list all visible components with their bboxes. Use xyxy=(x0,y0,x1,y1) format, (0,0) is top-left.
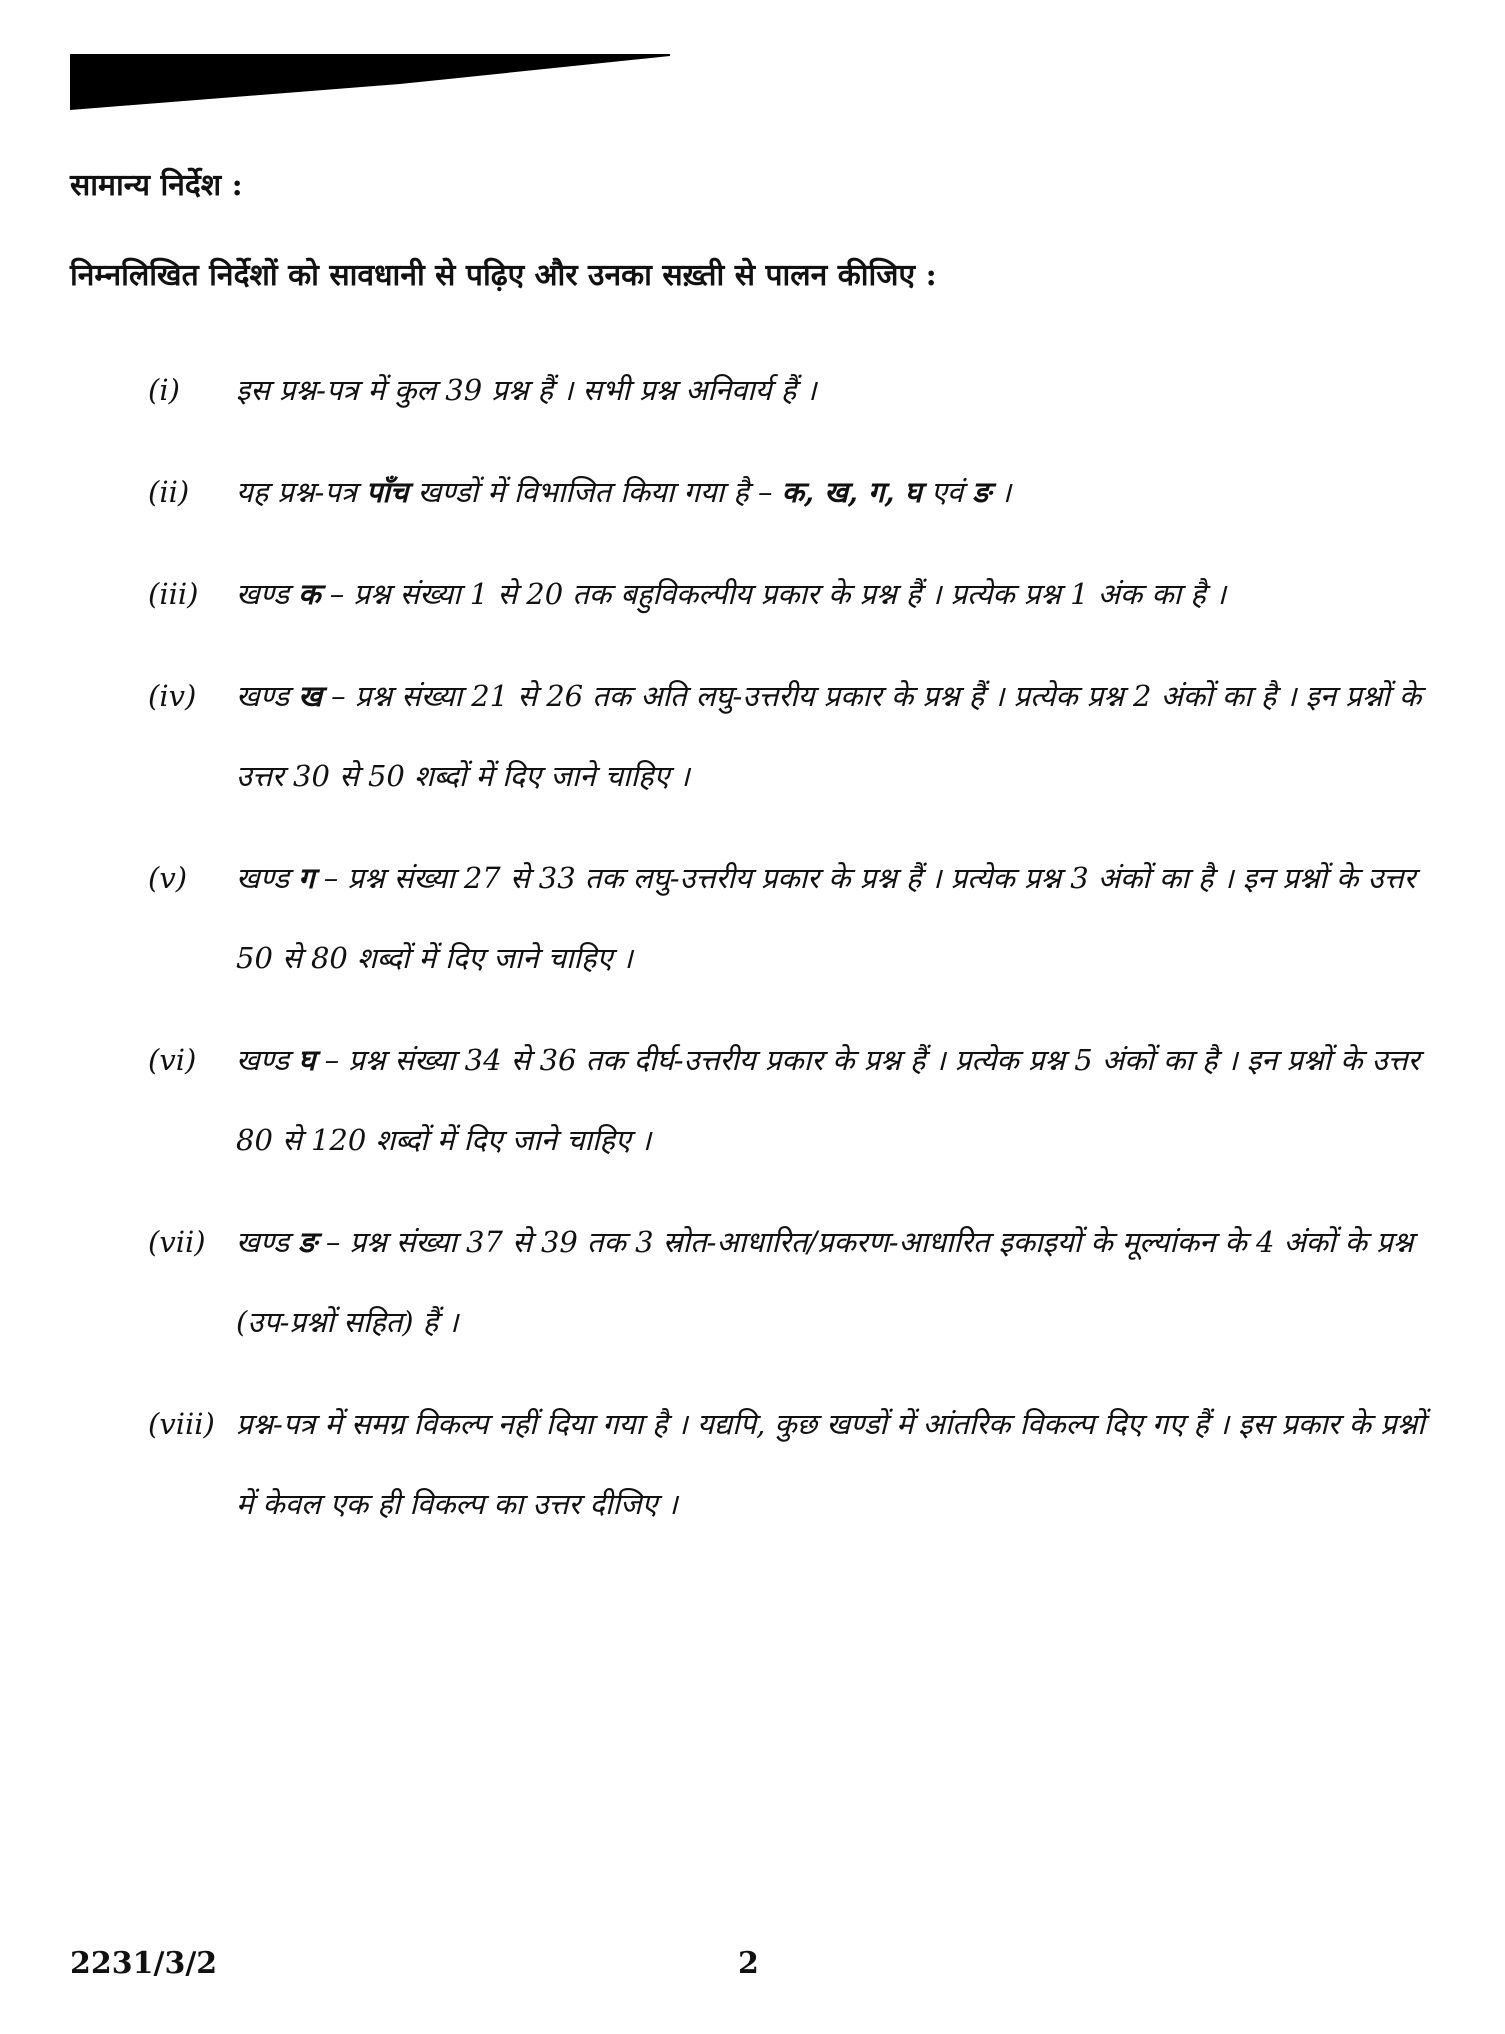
header-black-bar xyxy=(70,54,670,110)
item-text: यह प्रश्न-पत्र पाँच खण्डों में विभाजित किया गया है – क, ख, ग, घ एवं ङ । xyxy=(236,475,1012,509)
item-marker: (iv) xyxy=(148,679,197,713)
section-letter: ग xyxy=(298,861,315,895)
section-letter: ङ xyxy=(298,1225,317,1259)
item-text: इस प्रश्न-पत्र में कुल 39 प्रश्न हैं । सभी प्रश्न अनिवार्य हैं । xyxy=(236,373,817,407)
instruction-item xyxy=(148,452,1428,532)
instruction-item xyxy=(148,838,1428,998)
item-marker: (v) xyxy=(148,861,188,895)
section-letter: क xyxy=(298,577,321,611)
section-letters: क, ख, ग, घ xyxy=(781,475,922,509)
item-marker: (ii) xyxy=(148,475,190,509)
item-text: खण्ड ग – प्रश्न संख्या 27 से 33 तक लघु-उत्तरीय प्रकार के प्रश्न हैं । प्रत्येक प्रश्न 3 अंकों का है । इन प्रश्नों के उत्तर 50 से 80 शब्दों में दिए जाने चाहिए । xyxy=(236,861,1416,975)
instructions-subheading: निम्नलिखित निर्देशों को सावधानी से पढ़िए और उनका सख़्ती से पालन कीजिए : xyxy=(70,258,937,293)
item-text: खण्ड क – प्रश्न संख्या 1 से 20 तक बहुविकल्पीय प्रकार के प्रश्न हैं । प्रत्येक प्रश्न 1 अंक का है । xyxy=(236,577,1227,611)
instruction-item xyxy=(148,656,1428,816)
general-instructions-heading: सामान्य निर्देश : xyxy=(70,168,243,203)
item-text: खण्ड ङ – प्रश्न संख्या 37 से 39 तक 3 स्रोत-आधारित/प्रकरण-आधारित इकाइयों के मूल्यांकन के 4 अंकों के प्रश्न (उप-प्रश्नों सहित) हैं । xyxy=(236,1225,1414,1339)
item-marker: (viii) xyxy=(148,1407,215,1441)
section-letter: ख xyxy=(298,679,322,713)
instructions-list xyxy=(148,350,1428,1566)
page-number: 2 xyxy=(738,1946,759,1981)
paper-code: 2231/3/2 xyxy=(70,1946,218,1981)
item-text: प्रश्न-पत्र में समग्र विकल्प नहीं दिया गया है । यद्यपि, कुछ खण्डों में आंतरिक विकल्प दिए गए हैं । इस प्रकार के प्रश्नों में केवल एक ही विकल्प का उत्तर दीजिए । xyxy=(236,1407,1425,1521)
bold-text: पाँच xyxy=(365,475,409,509)
instruction-item xyxy=(148,350,1428,430)
item-marker: (i) xyxy=(148,373,180,407)
item-text: खण्ड घ – प्रश्न संख्या 34 से 36 तक दीर्घ-उत्तरीय प्रकार के प्रश्न हैं । प्रत्येक प्रश्न 5 अंकों का है । इन प्रश्नों के उत्तर 80 से 120 शब्दों में दिए जाने चाहिए । xyxy=(236,1043,1420,1157)
instruction-item xyxy=(148,1020,1428,1180)
item-marker: (vi) xyxy=(148,1043,197,1077)
section-letter: घ xyxy=(298,1043,316,1077)
item-text: खण्ड ख – प्रश्न संख्या 21 से 26 तक अति लघु-उत्तरीय प्रकार के प्रश्न हैं । प्रत्येक प्रश्न 2 अंकों का है । इन प्रश्नों के उत्तर 30 से 50 शब्दों में दिए जाने चाहिए । xyxy=(236,679,1422,793)
item-marker: (iii) xyxy=(148,577,199,611)
item-marker: (vii) xyxy=(148,1225,206,1259)
instruction-item xyxy=(148,554,1428,634)
instruction-item xyxy=(148,1202,1428,1362)
section-letter: ङ xyxy=(972,475,991,509)
instruction-item xyxy=(148,1384,1428,1544)
